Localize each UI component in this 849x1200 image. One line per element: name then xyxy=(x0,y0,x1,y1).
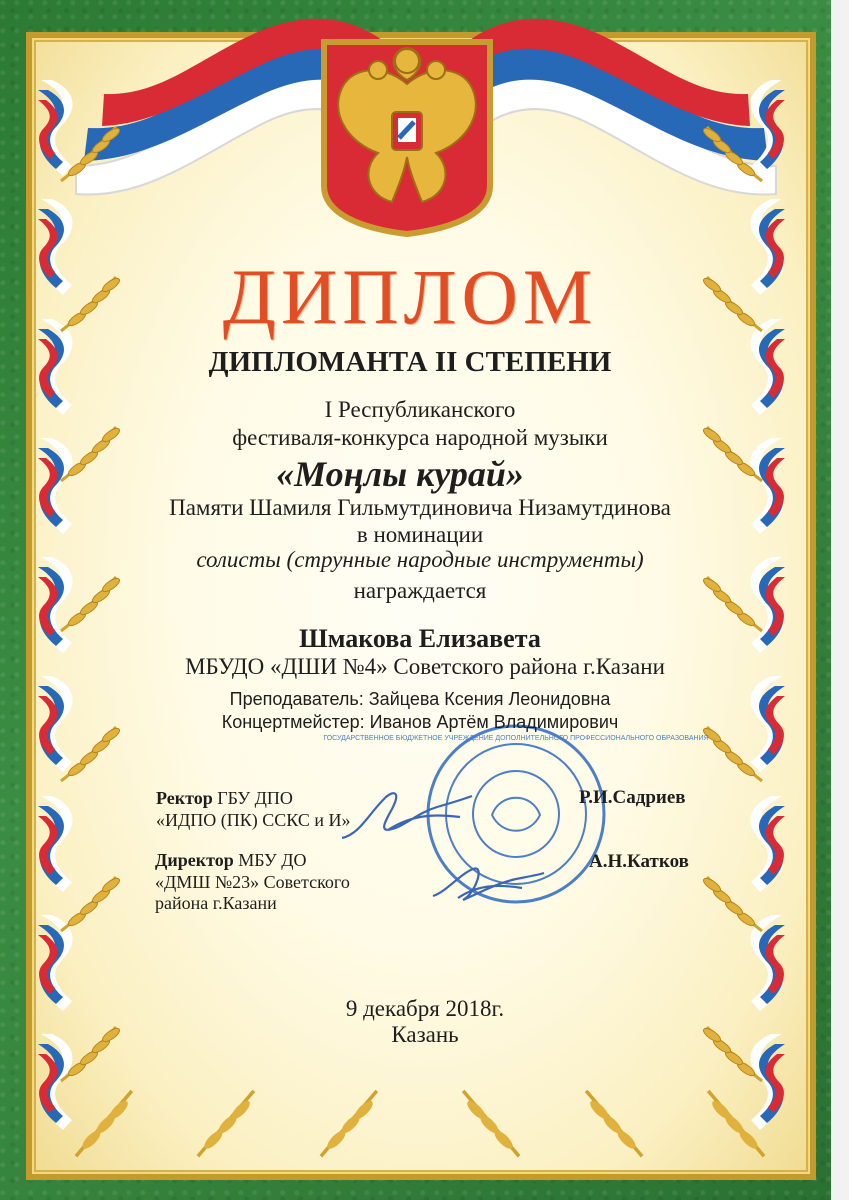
memorial-line: Памяти Шамиля Гильмутдиновича Низамутдинова xyxy=(169,495,671,520)
nomination-intro: в номинации xyxy=(356,522,484,547)
rector-org-line-2: «ИДПО (ПК) ССКС и И» xyxy=(156,809,351,830)
director-name: А.Н.Катков xyxy=(589,851,689,872)
festival-line-1: I Республиканского xyxy=(324,397,516,422)
director-title: Директор xyxy=(155,850,234,870)
teacher-name: Преподаватель: Зайцева Ксения Леонидовна xyxy=(229,689,611,709)
diploma-date: 9 декабря 2018г. xyxy=(345,996,505,1021)
director-org-line-3: района г.Казани xyxy=(155,893,277,914)
diploma-title: ДИПЛОМ xyxy=(222,253,598,340)
festival-line-2: фестиваля-конкурса народной музыки xyxy=(232,425,608,450)
rector-block xyxy=(156,788,350,831)
diploma-city: Казань xyxy=(391,1022,459,1047)
director-org-line-2: «ДМШ №23» Советского xyxy=(155,871,350,892)
diploma-degree: ДИПЛОМАНТА II СТЕПЕНИ xyxy=(208,346,612,378)
festival-name: «Моңлы курай» xyxy=(276,454,524,494)
seal-text: ГОСУДАРСТВЕННОЕ БЮДЖЕТНОЕ УЧРЕЖДЕНИЕ ДОПОЛНИТЕЛЬНОГО ПРОФЕССИОНАЛЬНОГО ОБРАЗОВАНИЯ xyxy=(323,735,709,742)
rector-org-line-1: ГБУ ДПО xyxy=(217,788,293,808)
rector-title: Ректор xyxy=(156,788,213,808)
recipient-name: Шмакова Елизавета xyxy=(299,624,541,653)
nomination-name: солисты (струнные народные инструменты) xyxy=(196,547,644,572)
rector-name: Р.И.Садриев xyxy=(579,787,686,808)
awarded-text: награждается xyxy=(353,578,487,603)
recipient-school: МБУДО «ДШИ №4» Советского района г.Казани xyxy=(185,654,665,679)
director-block xyxy=(155,850,350,915)
accompanist-name: Концертмейстер: Иванов Артём Владимирович xyxy=(221,712,619,732)
director-org-line-1: МБУ ДО xyxy=(238,850,307,870)
